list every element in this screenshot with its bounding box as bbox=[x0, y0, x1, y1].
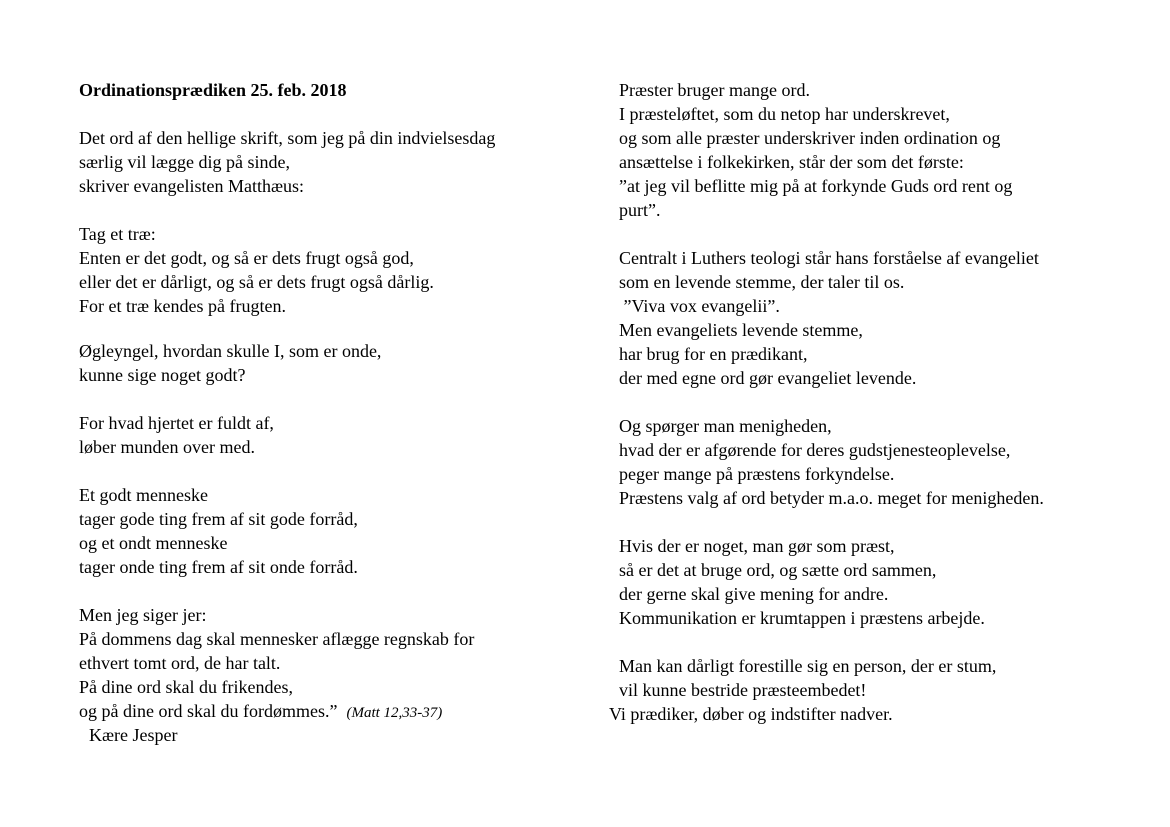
sermon-title: Ordinationsprædiken 25. feb. 2018 bbox=[79, 80, 347, 100]
paragraph-line: Hvis der er noget, man gør som præst, bbox=[619, 536, 895, 556]
paragraph-line: Præstens valg af ord betyder m.a.o. meget for menigheden. bbox=[619, 488, 1044, 508]
paragraph-line: hvad der er afgørende for deres gudstjenesteoplevelse, bbox=[619, 440, 1011, 460]
scripture-line: Øgleyngel, hvordan skulle I, som er onde, bbox=[79, 341, 382, 361]
paragraph-last-line: Vi prædiker, døber og indstifter nadver. bbox=[609, 704, 893, 724]
scripture-line: tager gode ting frem af sit gode forråd, bbox=[79, 509, 358, 529]
paragraph-line: Centralt i Luthers teologi står hans forståelse af evangeliet bbox=[619, 248, 1039, 268]
paragraph-line: ”at jeg vil beflitte mig på at forkynde Guds ord rent og bbox=[619, 176, 1013, 196]
paragraph-line: Kommunikation er krumtappen i præstens arbejde. bbox=[619, 608, 985, 628]
intro-line: skriver evangelisten Matthæus: bbox=[79, 176, 304, 196]
scripture-last-line bbox=[79, 699, 579, 723]
scripture-last-text: og på dine ord skal du fordømmes.” bbox=[79, 701, 338, 721]
scripture-line: tager onde ting frem af sit onde forråd. bbox=[79, 557, 358, 577]
scripture-line: eller det er dårligt, og så er dets frugt også dårlig. bbox=[79, 272, 434, 292]
paragraph-line: vil kunne bestride præsteembedet! bbox=[619, 680, 867, 700]
scripture-line: kunne sige noget godt? bbox=[79, 365, 246, 385]
bible-reference: (Matt 12,33-37) bbox=[346, 705, 443, 721]
scripture-line: Tag et træ: bbox=[79, 224, 156, 244]
left-column bbox=[79, 78, 579, 747]
paragraph-line: Og spørger man menigheden, bbox=[619, 416, 832, 436]
scripture-line: For et træ kendes på frugten. bbox=[79, 296, 286, 316]
greeting: Kære Jesper bbox=[89, 725, 178, 745]
paragraph-line: I præsteløftet, som du netop har underskrevet, bbox=[619, 104, 950, 124]
paragraph-line: som en levende stemme, der taler til os. bbox=[619, 272, 905, 292]
scripture-line: løber munden over med. bbox=[79, 437, 255, 457]
paragraph-line: Man kan dårligt forestille sig en person, der er stum, bbox=[619, 656, 997, 676]
scripture-line: og et ondt menneske bbox=[79, 533, 228, 553]
paragraph-line: der gerne skal give mening for andre. bbox=[619, 584, 889, 604]
paragraph-line: Præster bruger mange ord. bbox=[619, 80, 810, 100]
intro-line: særlig vil lægge dig på sinde, bbox=[79, 152, 290, 172]
scripture-line: På dine ord skal du frikendes, bbox=[79, 677, 293, 697]
paragraph-line: så er det at bruge ord, og sætte ord sammen, bbox=[619, 560, 937, 580]
scripture-line: På dommens dag skal mennesker aflægge regnskab for bbox=[79, 629, 475, 649]
paragraph-line: der med egne ord gør evangeliet levende. bbox=[619, 368, 917, 388]
paragraph-line: purt”. bbox=[619, 200, 661, 220]
scripture-line: Enten er det godt, og så er dets frugt også god, bbox=[79, 248, 414, 268]
scripture-line: For hvad hjertet er fuldt af, bbox=[79, 413, 274, 433]
intro-line: Det ord af den hellige skrift, som jeg på din indvielsesdag bbox=[79, 128, 496, 148]
paragraph-line: ”Viva vox evangelii”. bbox=[619, 296, 780, 316]
paragraph-line: ansættelse i folkekirken, står der som det første: bbox=[619, 152, 964, 172]
right-column bbox=[609, 78, 1139, 726]
paragraph-line: har brug for en prædikant, bbox=[619, 344, 808, 364]
paragraph-line: og som alle præster underskriver inden ordination og bbox=[619, 128, 1001, 148]
scripture-line: Et godt menneske bbox=[79, 485, 208, 505]
paragraph-line: peger mange på præstens forkyndelse. bbox=[619, 464, 895, 484]
scripture-line: ethvert tomt ord, de har talt. bbox=[79, 653, 281, 673]
scripture-line: Men jeg siger jer: bbox=[79, 605, 207, 625]
paragraph-line: Men evangeliets levende stemme, bbox=[619, 320, 863, 340]
